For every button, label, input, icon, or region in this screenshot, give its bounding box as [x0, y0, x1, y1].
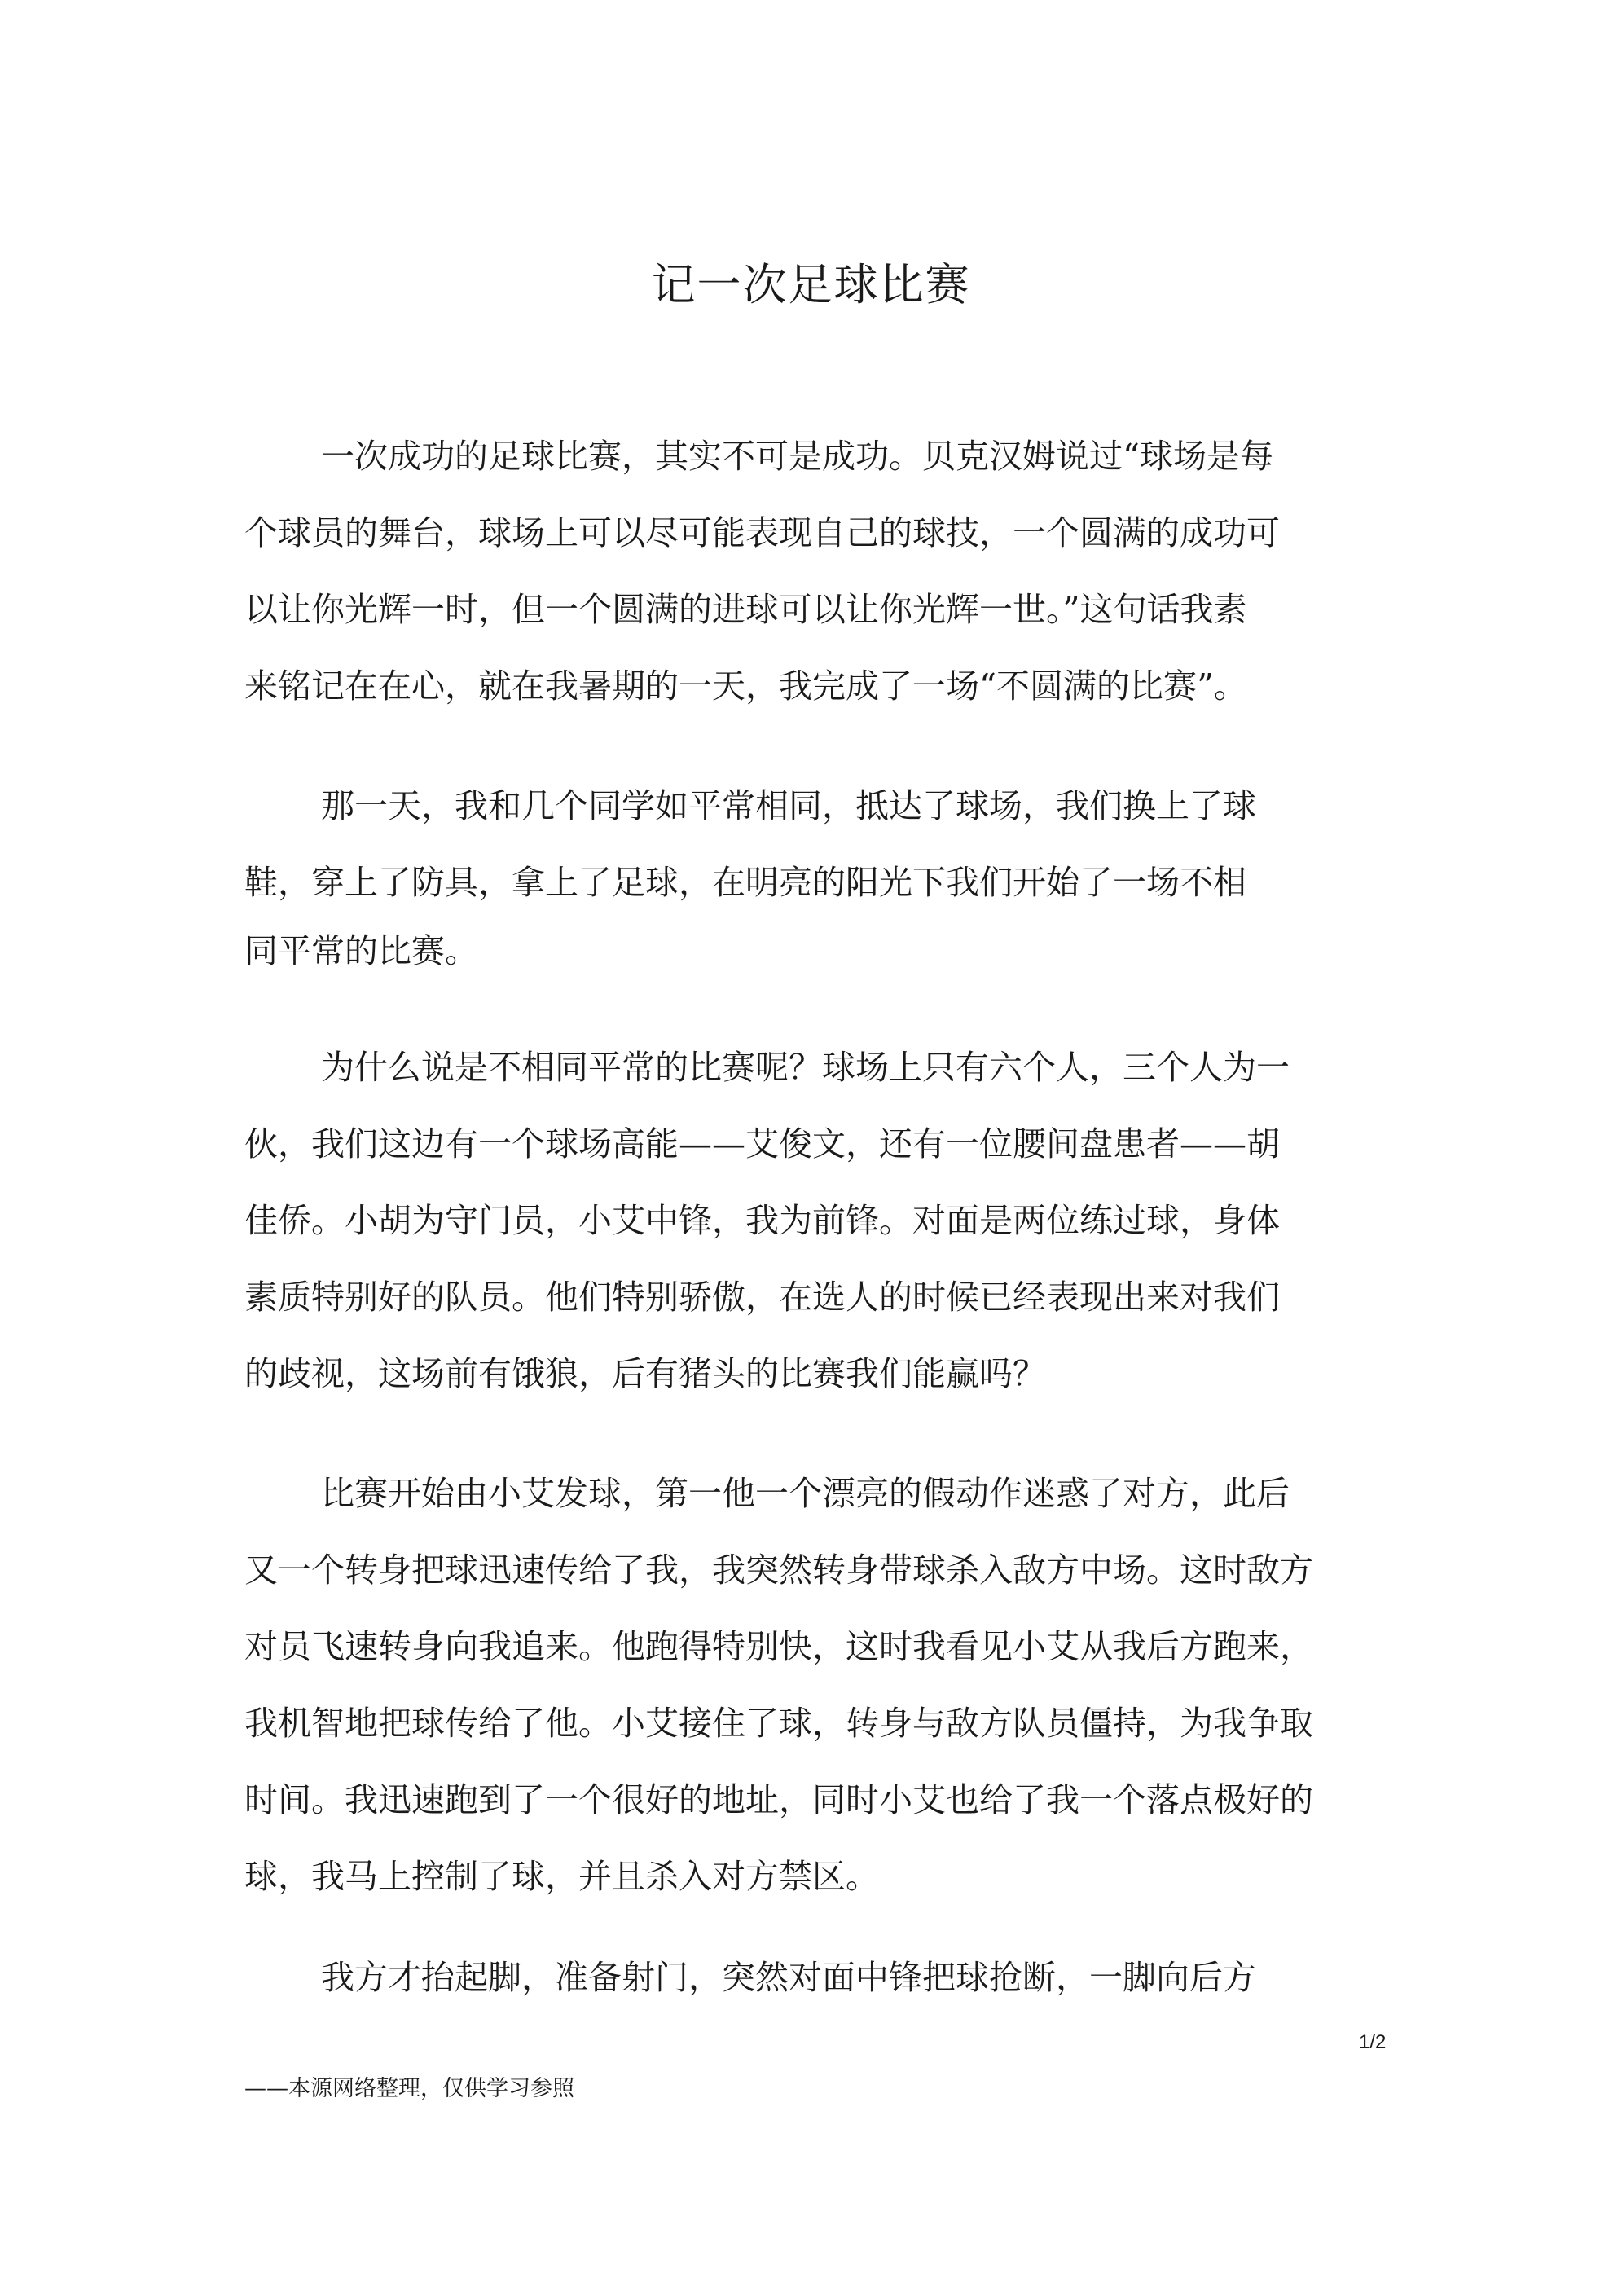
paragraph-2-line-1: 那一天，我和几个同学如平常相同，抵达了球场，我们换上了球: [321, 786, 1256, 825]
paragraph-1-line-4: 来铭记在在心，就在我暑期的一天，我完成了一场“不圆满的比赛”。: [244, 666, 1247, 706]
paragraph-3-line-1: 为什么说是不相同平常的比赛呢？球场上只有六个人，三个人为一: [321, 1048, 1290, 1087]
paragraph-3-line-5: 的歧视，这场前有饿狼，后有猪头的比赛我们能赢吗？: [244, 1354, 1046, 1393]
document-title: 记一次足球比赛: [651, 259, 971, 310]
paragraph-1-line-1: 一次成功的足球比赛，其实不可是成功。贝克汉姆说过“球场是每: [321, 437, 1273, 476]
paragraph-4-line-1: 比赛开始由小艾发球，第一他一个漂亮的假动作迷惑了对方，此后: [321, 1474, 1290, 1513]
paragraph-1-line-3: 以让你光辉一时，但一个圆满的进球可以让你光辉一世。”这句话我素: [244, 590, 1247, 629]
footer-note: ——本源网络整理，仅供学习参照: [244, 2076, 574, 2101]
paragraph-1-line-2: 个球员的舞台，球场上可以尽可能表现自己的球技，一个圆满的成功可: [244, 513, 1280, 552]
paragraph-3-line-4: 素质特别好的队员。他们特别骄傲，在选人的时候已经表现出来对我们: [244, 1278, 1280, 1317]
page-number: 1/2: [1359, 2031, 1387, 2053]
paragraph-2-line-3: 同平常的比赛。: [244, 931, 478, 970]
paragraph-3-line-2: 伙，我们这边有一个球场高能——艾俊文，还有一位腰间盘患者——胡: [244, 1124, 1280, 1163]
paragraph-5-line-1: 我方才抬起脚，准备射门，突然对面中锋把球抢断，一脚向后方: [321, 1958, 1256, 1997]
paragraph-3-line-3: 佳侨。小胡为守门员，小艾中锋，我为前锋。对面是两位练过球，身体: [244, 1201, 1280, 1240]
paragraph-4-line-6: 球，我马上控制了球，并且杀入对方禁区。: [244, 1857, 879, 1896]
paragraph-4-line-3: 对员飞速转身向我追来。他跑得特别快，这时我看见小艾从我后方跑来，: [244, 1627, 1313, 1666]
paragraph-4-line-5: 时间。我迅速跑到了一个很好的地址，同时小艾也给了我一个落点极好的: [244, 1780, 1313, 1819]
paragraph-4-line-4: 我机智地把球传给了他。小艾接住了球，转身与敌方队员僵持，为我争取: [244, 1704, 1313, 1743]
paragraph-2-line-2: 鞋，穿上了防具，拿上了足球，在明亮的阳光下我们开始了一场不相: [244, 863, 1246, 902]
paragraph-4-line-2: 又一个转身把球迅速传给了我，我突然转身带球杀入敌方中场。这时敌方: [244, 1550, 1313, 1590]
